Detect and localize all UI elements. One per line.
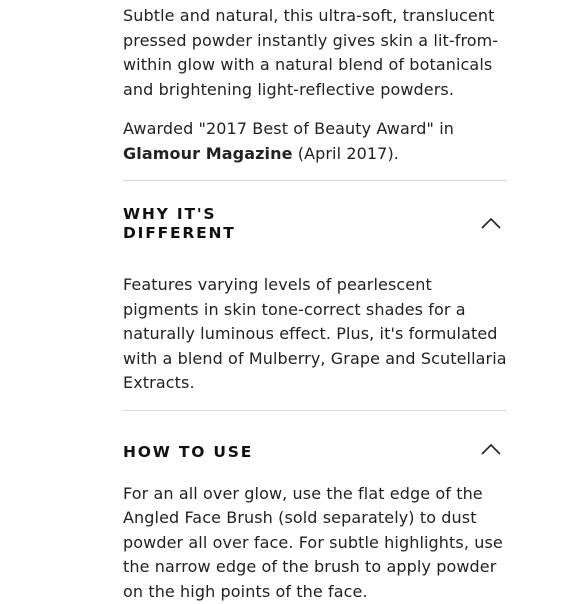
section-header-how-to-use[interactable] <box>123 443 507 463</box>
chevron-up-icon[interactable] <box>481 217 501 229</box>
award-text <box>123 117 507 166</box>
product-details <box>123 4 507 604</box>
section-body-how-to-use: For an all over glow, use the flat edge of the Angled Face Brush (sold separately) to dust powder all over face. For subtle highlights, use the narrow edge of the brush to apply powder on the high points of the face. <box>123 482 507 604</box>
award-publication: Glamour Magazine <box>123 144 293 163</box>
section-body-why-its-different: Features varying levels of pearlescent pigments in skin tone-correct shades for a naturally luminous effect. Plus, it's formulated with a blend of Mulberry, Grape and Scutellaria Extracts. <box>123 273 507 396</box>
section-title-why-its-different: WHY IT'S DIFFERENT <box>123 205 507 243</box>
divider <box>123 180 507 181</box>
section-title-how-to-use: HOW TO USE <box>123 443 507 462</box>
section-header-why-its-different[interactable] <box>123 205 507 243</box>
product-description: Subtle and natural, this ultra-soft, translucent pressed powder instantly gives skin a lit-from-within glow with a natural blend of botanicals and brightening light-reflective powders. <box>123 4 507 102</box>
chevron-up-icon[interactable] <box>481 443 501 455</box>
award-prefix: Awarded "2017 Best of Beauty Award" in <box>123 119 454 138</box>
award-suffix: (April 2017). <box>293 144 399 163</box>
divider <box>123 410 507 411</box>
